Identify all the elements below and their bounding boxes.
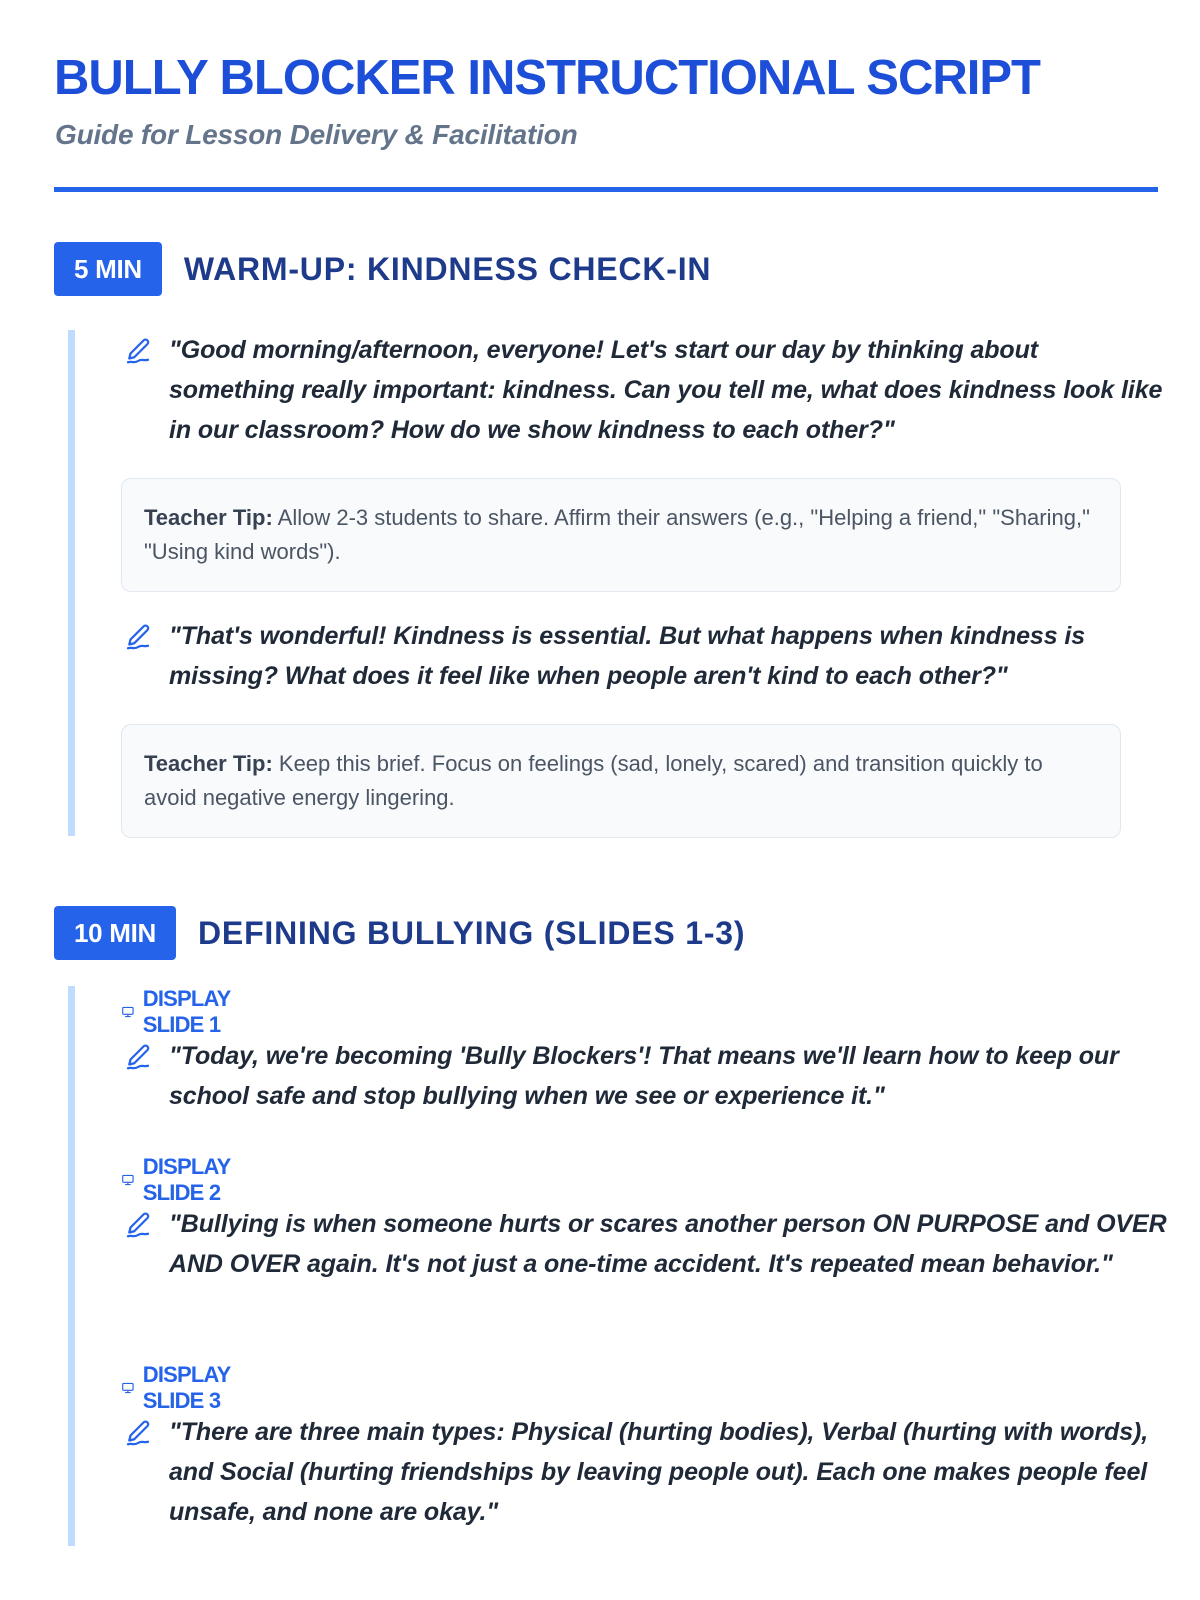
pen-icon [123,622,153,652]
script-line [123,1412,1168,1532]
tip-text: Keep this brief. Focus on feelings (sad, lonely, scared) and transition quickly to avoid negative energy lingering. [144,751,1043,810]
tip-text: Allow 2-3 students to share. Affirm their answers (e.g., "Helping a friend," "Sharing," "Using kind words"). [144,505,1090,564]
section-title: WARM-UP: KINDNESS CHECK-IN [183,250,712,287]
script-text: "Today, we're becoming 'Bully Blockers'! That means we'll learn how to keep our school safe and stop bullying when we see or experience it." [169,1042,1119,1110]
pen-icon [123,336,153,366]
script-line [123,1036,1168,1116]
slide-cue-label: DISPLAY SLIDE 1 [142,986,231,1037]
teacher-tip [121,478,1121,592]
page-subtitle: Guide for Lesson Delivery & Facilitation [55,119,578,150]
script-text: "Bullying is when someone hurts or scares another person ON PURPOSE and OVER AND OVER again. It's not just a one-time accident. It's repeated mean behavior." [169,1210,1167,1278]
section-body-defining-bullying [68,986,1167,1546]
pen-icon [123,1042,153,1072]
script-line [123,330,1168,450]
script-text: "There are three main types: Physical (hurting bodies), Verbal (hurting with words), and Social (hurting friendships by leaving people out). Each one makes people feel unsafe, and none are okay." [169,1418,1149,1526]
pen-icon [123,1418,153,1448]
tip-label: Teacher Tip: [144,751,273,776]
section-header-warm-up [54,242,711,296]
duration-badge: 10 MIN [54,906,176,960]
tip-label: Teacher Tip: [144,505,273,530]
monitor-icon [121,1000,135,1024]
slide-cue [121,986,240,1038]
slide-cue [121,1362,240,1414]
slide-cue-label: DISPLAY SLIDE 2 [142,1154,231,1205]
duration-badge: 5 MIN [54,242,162,296]
page-title: BULLY BLOCKER INSTRUCTIONAL SCRIPT [54,51,1040,105]
script-text: "Good morning/afternoon, everyone! Let's start our day by thinking about something really important: kindness. Can you tell me, what does kindness look like in our classroom? How do we show kindness to each other?" [169,336,1163,444]
script-line [123,616,1168,696]
section-header-defining-bullying [54,906,745,960]
section-title: DEFINING BULLYING (SLIDES 1-3) [198,914,746,951]
script-text: "That's wonderful! Kindness is essential. But what happens when kindness is missing? What does it feel like when people aren't kind to each other?" [169,622,1086,690]
teacher-tip [121,724,1121,838]
script-line [123,1204,1168,1284]
title-divider [54,187,1158,192]
slide-cue [121,1154,240,1206]
slide-cue-label: DISPLAY SLIDE 3 [142,1362,231,1413]
monitor-icon [121,1376,135,1400]
monitor-icon [121,1168,135,1192]
section-body-warm-up [68,330,1163,836]
pen-icon [123,1210,153,1240]
